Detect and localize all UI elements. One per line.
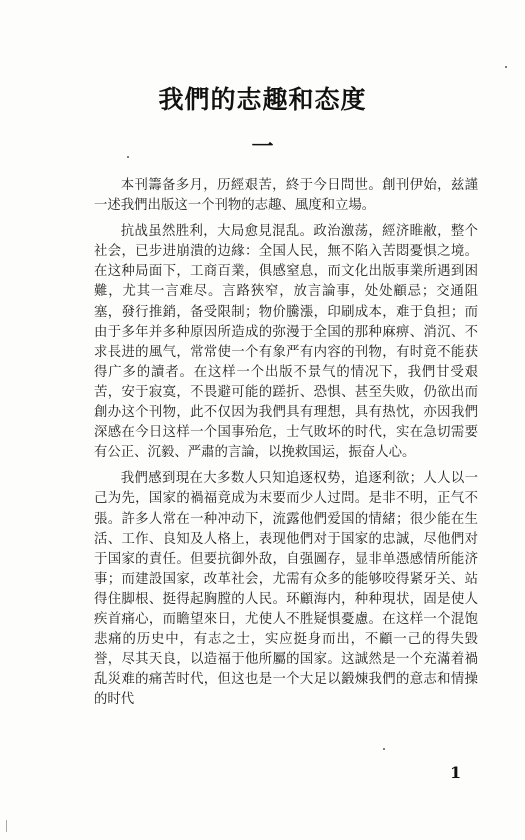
print-speck: [383, 748, 385, 750]
page-number: 1: [450, 763, 462, 782]
print-speck: [505, 66, 507, 68]
section-number: 一: [251, 134, 274, 160]
article-title: 我們的志趣和态度: [158, 85, 367, 114]
paragraph-2: 抗战虽然胜利，大局愈見混乱。政治激荡，經济睢敝，整个社会，已步进崩潰的边緣：全国人民，無不陷入苦悶憂惧之境。在这种局面下，工商百業，俱感窒息，而文化出版事業所遇到困難，尤其一言难尽。言路狹窄，放言論事，处处顧忌；交通阻塞，發行推銷，备受限制；物价騰漲，印刷成本，难于負担；而由于多年并多种原因所造成的弥漫于全国的那种麻痹、消沉、不求長进的風气，常常使一个有象严有内容的刊物，有时竟不能获得广多的讀者。在这样一个出版不景气的情况下，我們甘受艰苦，安于寂寞，不畏避可能的蹉折、恐惧、甚至失败，仍欲出而創办这个刊物，此不仅因为我們具有理想，具有热忱，亦因我們深感在今日这样一个国事殆危，士气敗坏的时代，实在急切需要有公正、沉毅、严肅的言論，以挽救国运，振奋人心。: [94, 224, 478, 461]
scan-edge-mark: [6, 820, 7, 832]
article-body: [94, 176, 478, 716]
print-speck: [127, 156, 129, 158]
paragraph-1: 本刊籌备多月，历經艰苦，終于今日問世。創刊伊始，兹謹一述我們出版这一个刊物的志趣、風度和立場。: [94, 178, 478, 214]
paragraph-3: 我們感到現在大多数人只知追逐权势，追逐利欲；人人以一己为先，国家的禍福竟成为末要而少人过問。是非不明，正气不張。許多人常在一种冲动下，流露他們爱国的情緒；很少能在生活、工作、良知及人格上，表现他們对于国家的忠誠，尽他們对于国家的責任。但要抗御外敌，自强圖存，显非单憑感情所能济事；而建設国家，改革社会，尤需有众多的能够咬得紧牙关、站得住脚根、挺得起胸膛的人民。环顧海内，种种現状，固是使人疾首痛心，而瞻望來日，尤使人不胜疑惧憂慮。在这样一个混饱悲痛的历史中，有志之士，实应挺身而出，不顧一己的得失毀誉，尽其天良，以造福于他所屬的国家。这誠然是一个充滿着禍乱災难的痛苦时代，但这也是一个大足以鍛煉我們的意志和情操的时代: [94, 471, 478, 708]
